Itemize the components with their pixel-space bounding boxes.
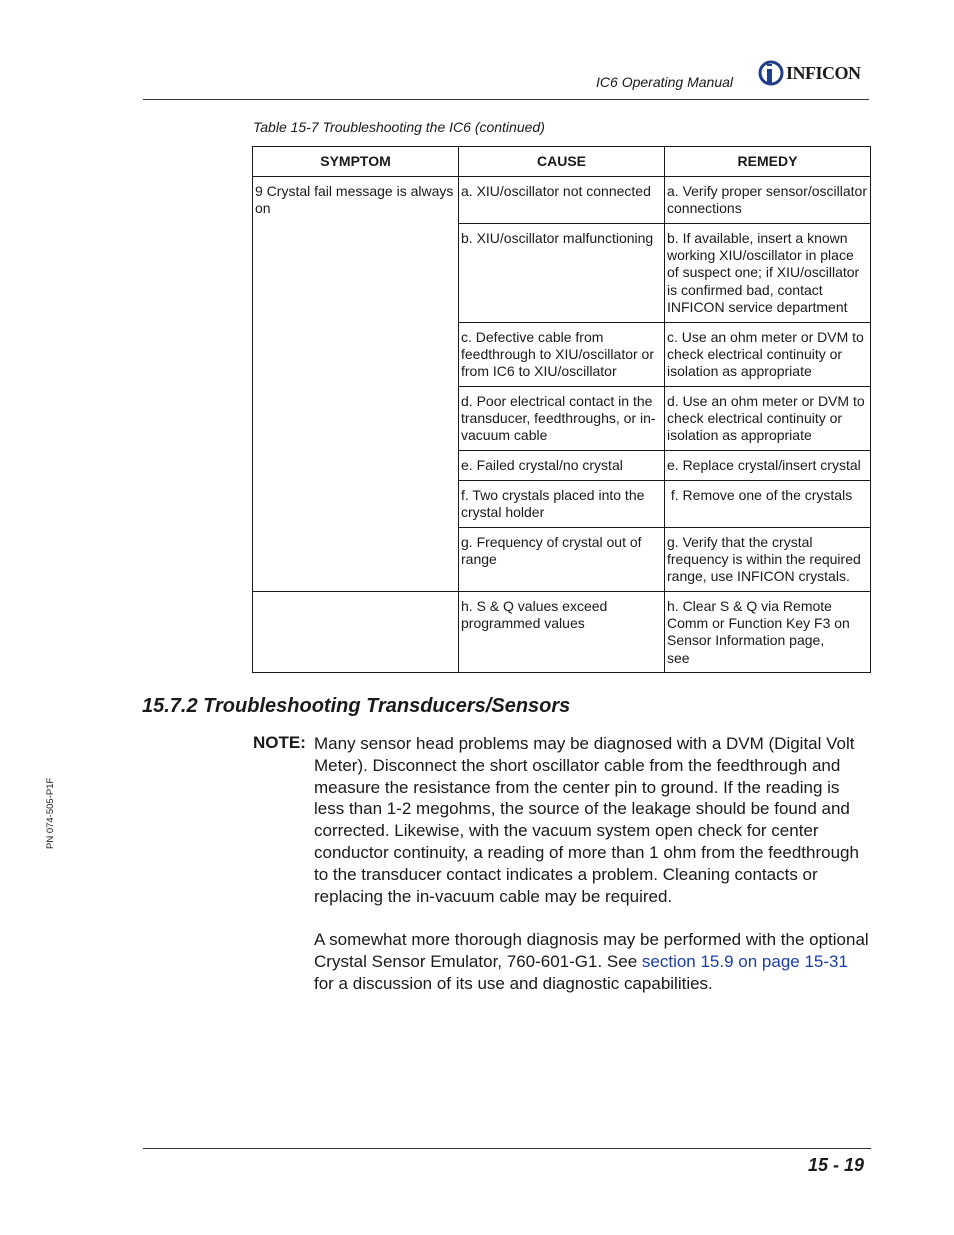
cause-cell: h. S & Q values exceed programmed values xyxy=(459,592,665,673)
note-paragraph: Many sensor head problems may be diagnosed with a DVM (Digital Volt Meter). Disconnect the short oscillator cable from the feedthrough and measure the resistance from the center pin to ground. If the reading is less than 1-2 megohms, the source of the leakage should be found and corrected. Likewise, with the vacuum system open check for center conductor continuity, a reading of more than 1 ohm from the feedthrough to the transducer contact indicates a problem. Cleaning contacts or replacing the in-vacuum cable may be required. xyxy=(314,734,859,906)
manual-title: IC6 Operating Manual xyxy=(596,74,733,90)
note-paragraph xyxy=(314,929,870,994)
cause-cell: d. Poor electrical contact in the transducer, feedthroughs, or in-vacuum cable xyxy=(459,387,665,451)
remedy-cell: e. Replace crystal/insert crystal xyxy=(665,451,871,481)
table-caption: Table 15-7 Troubleshooting the IC6 (continued) xyxy=(253,119,545,135)
column-header-symptom: SYMPTOM xyxy=(253,147,459,177)
remedy-cell: f. Remove one of the crystals xyxy=(665,481,871,528)
section-cross-reference-link[interactable]: section 15.9 on page 15-31 xyxy=(641,951,848,971)
remedy-cell: h. Clear S & Q via Remote Comm or Function Key F3 on Sensor Information page, see xyxy=(665,592,871,673)
table-row xyxy=(253,592,871,673)
remedy-cell: b. If available, insert a known working XIU/oscillator in place of suspect one; if XIU/oscillator is confirmed bad, contact INFICON service department xyxy=(665,224,871,323)
cause-cell: a. XIU/oscillator not connected xyxy=(459,177,665,224)
remedy-cell: c. Use an ohm meter or DVM to check electrical continuity or isolation as appropriate xyxy=(665,323,871,387)
cause-cell: f. Two crystals placed into the crystal holder xyxy=(459,481,665,528)
note-label: NOTE: xyxy=(253,733,306,752)
table-header-row xyxy=(253,147,871,177)
column-header-remedy: REMEDY xyxy=(665,147,871,177)
page-number: 15 - 19 xyxy=(807,1155,864,1175)
note-text: A somewhat more thorough diagnosis may be performed with the optional Crystal Sensor Emulator, 760-601-G1. See xyxy=(314,930,869,971)
note-text: for a discussion of its use and diagnostic capabilities. xyxy=(314,973,713,993)
column-header-cause: CAUSE xyxy=(459,147,665,177)
cause-cell: b. XIU/oscillator malfunctioning xyxy=(459,224,665,323)
cause-cell: c. Defective cable from feedthrough to XIU/oscillator or from IC6 to XIU/oscillator xyxy=(459,323,665,387)
inficon-logo xyxy=(758,58,861,88)
footer-rule xyxy=(143,1148,871,1149)
inficon-logo-icon xyxy=(758,60,784,86)
note-body xyxy=(314,733,870,995)
table-row xyxy=(253,177,871,224)
symptom-cell: 9 Crystal fail message is always on xyxy=(253,177,459,592)
symptom-cell-empty xyxy=(253,592,459,673)
remedy-cell: d. Use an ohm meter or DVM to check electrical continuity or isolation as appropriate xyxy=(665,387,871,451)
remedy-cell: a. Verify proper sensor/oscillator connections xyxy=(665,177,871,224)
cause-cell: e. Failed crystal/no crystal xyxy=(459,451,665,481)
remedy-cell: g. Verify that the crystal frequency is within the required range, use INFICON crystals. xyxy=(665,528,871,592)
troubleshooting-table xyxy=(252,146,871,673)
logo-text: INFICON xyxy=(786,62,861,83)
cause-cell: g. Frequency of crystal out of range xyxy=(459,528,665,592)
header-rule xyxy=(143,99,869,100)
part-number: PN 074-505-P1F xyxy=(45,777,56,849)
section-heading: 15.7.2 Troubleshooting Transducers/Sensors xyxy=(142,695,571,717)
